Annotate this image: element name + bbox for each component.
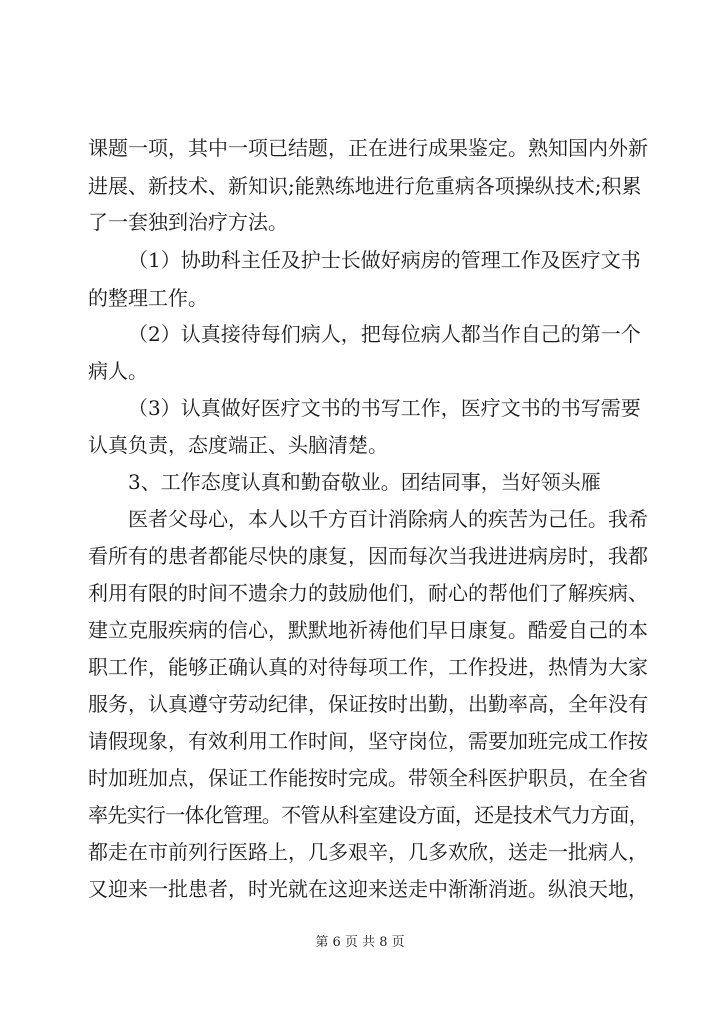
text-line-1: 课题一项，其中一项已结题，正在进行成果鉴定。熟知国内外新 [88,136,648,160]
paragraph-line-9: 率先实行一体化管理。不管从科室建设方面，还是技术气力方面， [88,803,648,827]
list-item-2-line-2: 病人。 [88,359,148,383]
list-item-1-line-2: 的整理工作。 [88,286,208,310]
paragraph-line-4: 建立克服疾病的信心，默默地祈祷他们早日康复。酷爱自己的本 [88,618,648,642]
list-item-3-line-2: 认真负责，态度端正、头脑清楚。 [88,433,388,457]
list-item-3-line-1: （3）认真做好医疗文书的书写工作，医疗文书的书写需要 [128,396,641,420]
section-heading: 3、工作态度认真和勤奋敬业。团结同事，当好领头雁 [128,470,601,494]
page-number-footer: 第 6 页 共 8 页 [315,935,405,950]
paragraph-line-8: 时加班加点，保证工作能按时完成。带领全科医护职员，在全省 [88,766,648,790]
paragraph-line-2: 看所有的患者都能尽快的康复，因而每次当我进进病房时，我都 [88,544,648,568]
list-item-2-line-1: （2）认真接待每们病人，把每位病人都当作自己的第一个 [128,322,641,346]
paragraph-line-6: 服务，认真遵守劳动纪律，保证按时出勤，出勤率高，全年没有 [88,692,648,716]
paragraph-line-10: 都走在市前列行医路上，几多艰辛，几多欢欣，送走一批病人， [88,840,648,864]
paragraph-line-7: 请假现象，有效利用工作时间，坚守岗位，需要加班完成工作按 [88,729,648,753]
paragraph-line-5: 职工作，能够正确认真的对待每项工作，工作投进，热情为大家 [88,655,648,679]
text-line-2: 进展、新技术、新知识;能熟练地进行危重病各项操纵技术;积累 [88,174,642,198]
text-line-3: 了一套独到治疗方法。 [88,210,288,234]
list-item-1-line-1: （1）协助科主任及护士长做好病房的管理工作及医疗文书 [128,248,641,272]
paragraph-line-3: 利用有限的时间不遗余力的鼓励他们，耐心的帮他们了解疾病、 [88,581,648,605]
paragraph-line-11: 又迎来一批患者，时光就在这迎来送走中渐渐消逝。纵浪天地， [88,877,648,901]
paragraph-line-1: 医者父母心，本人以千方百计消除病人的疾苦为己任。我希 [128,507,648,531]
